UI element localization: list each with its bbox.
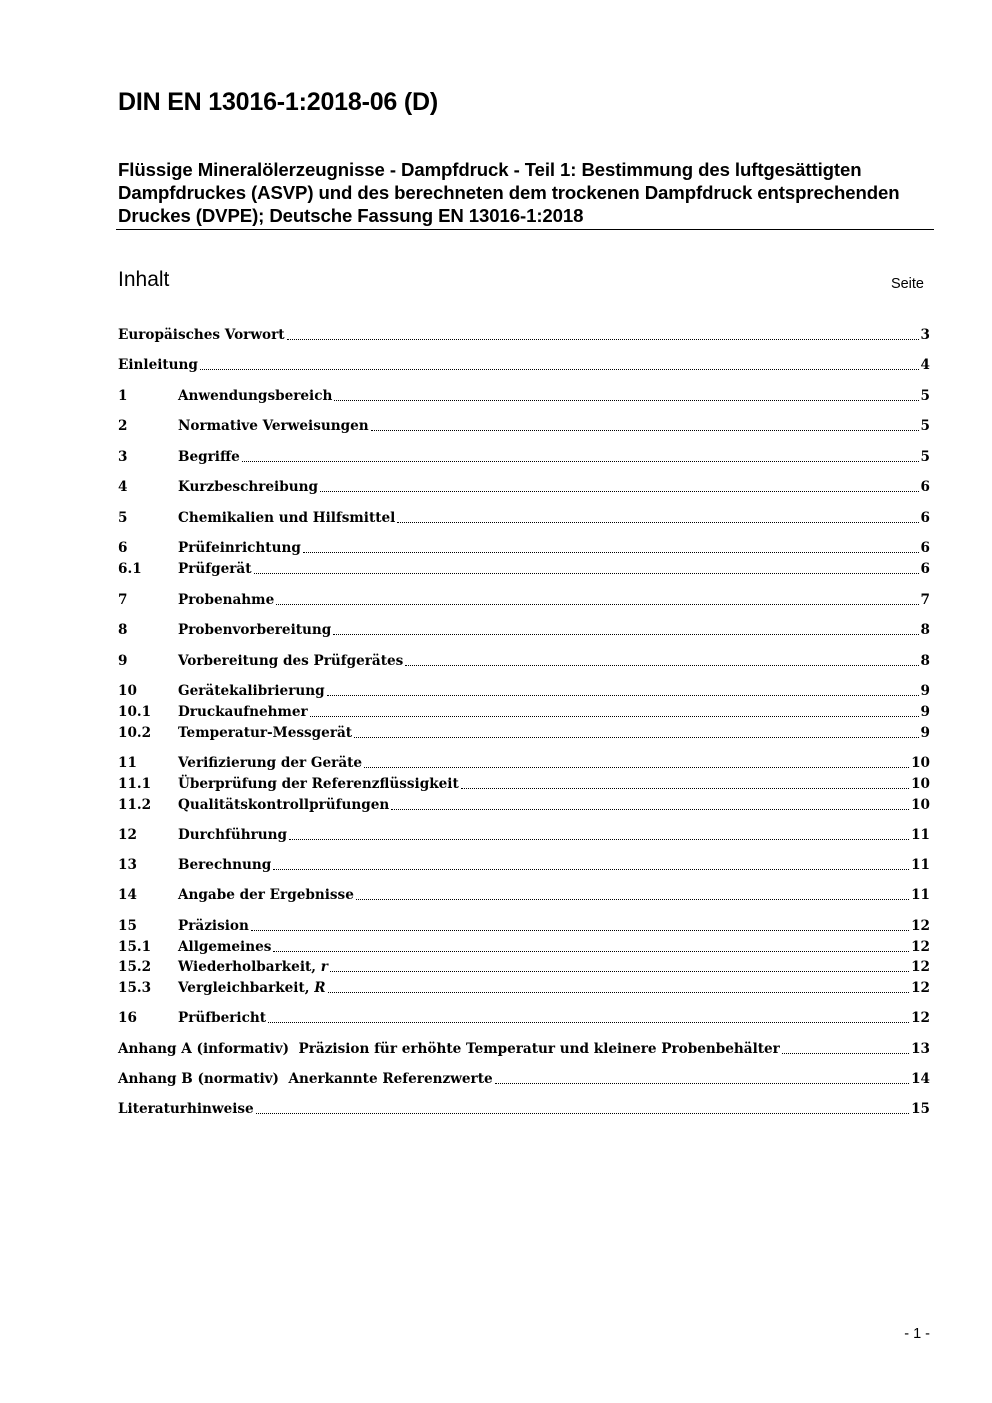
toc-entry-label bbox=[178, 590, 275, 610]
toc-entry[interactable] bbox=[118, 774, 930, 794]
toc-entry-page: 10 bbox=[911, 755, 930, 771]
toc-entry-variable: r bbox=[320, 959, 328, 975]
toc-entry-label bbox=[118, 1069, 494, 1089]
toc-entry-page: 6 bbox=[920, 561, 930, 577]
toc-entry-number: 16 bbox=[118, 1010, 137, 1026]
toc-entry[interactable] bbox=[118, 795, 930, 815]
toc-entry-number: 8 bbox=[118, 622, 128, 638]
toc-entry[interactable] bbox=[118, 386, 930, 406]
toc-entry[interactable] bbox=[118, 590, 930, 610]
toc-entry-number: 14 bbox=[118, 887, 137, 903]
toc-entry-label-text: Anhang A (informativ) Präzision für erhöhte Temperatur und kleinere Probenbehälter bbox=[118, 1041, 780, 1057]
toc-entry-page: 9 bbox=[920, 725, 930, 741]
toc-entry[interactable] bbox=[118, 651, 930, 671]
toc-entry-number: 11.1 bbox=[118, 776, 152, 792]
toc-entry-label-text: Einleitung bbox=[118, 357, 198, 373]
toc-entry-page: 11 bbox=[911, 827, 930, 843]
toc-dot-leader bbox=[251, 930, 909, 931]
toc-entry[interactable] bbox=[118, 355, 930, 375]
toc-dot-leader bbox=[254, 573, 919, 574]
toc-entry-label bbox=[178, 916, 250, 936]
toc-dot-leader bbox=[289, 839, 909, 840]
toc-entry-number: 15.1 bbox=[118, 939, 152, 955]
toc-entry-number: 10.1 bbox=[118, 704, 152, 720]
toc-entry-page: 13 bbox=[911, 1041, 930, 1057]
toc-entry-label-text: Druckaufnehmer bbox=[178, 704, 308, 720]
toc-entry-page: 9 bbox=[920, 683, 930, 699]
toc-dot-leader bbox=[330, 971, 909, 972]
toc-dot-leader bbox=[327, 695, 919, 696]
toc-dot-leader bbox=[303, 552, 919, 553]
toc-dot-leader bbox=[495, 1083, 909, 1084]
toc-entry-label bbox=[178, 885, 355, 905]
toc-entry-page: 7 bbox=[920, 592, 930, 608]
toc-entry-page: 11 bbox=[911, 857, 930, 873]
toc-entry-label-text: Anwendungsbereich bbox=[178, 388, 333, 404]
toc-entry-label bbox=[178, 477, 319, 497]
toc-dot-leader bbox=[364, 767, 909, 768]
toc-entry-page: 10 bbox=[911, 797, 930, 813]
toc-dot-leader bbox=[273, 951, 909, 952]
toc-entry-number: 12 bbox=[118, 827, 137, 843]
toc-entry-number: 10.2 bbox=[118, 725, 152, 741]
toc-entry-number: 2 bbox=[118, 418, 128, 434]
toc-entry-number: 15.3 bbox=[118, 980, 152, 996]
toc-dot-leader bbox=[333, 634, 918, 635]
toc-entry-number: 10 bbox=[118, 683, 137, 699]
toc-entry[interactable] bbox=[118, 723, 930, 743]
toc-entry-label bbox=[178, 774, 460, 794]
toc-entry-label bbox=[118, 325, 286, 345]
toc-entry[interactable] bbox=[118, 559, 930, 579]
toc-entry-label bbox=[118, 355, 199, 375]
toc-entry-label bbox=[178, 702, 309, 722]
toc-entry-label bbox=[178, 681, 326, 701]
toc-entry-page: 12 bbox=[911, 939, 930, 955]
toc-entry-label-text: Prüfgerät bbox=[178, 561, 252, 577]
toc-entry-page: 11 bbox=[911, 887, 930, 903]
toc-entry-number: 13 bbox=[118, 857, 137, 873]
toc-dot-leader bbox=[405, 665, 918, 666]
toc-entry-page: 15 bbox=[911, 1101, 930, 1117]
toc-entry-page: 9 bbox=[920, 704, 930, 720]
toc-heading: Inhalt bbox=[118, 268, 170, 291]
toc-entry-label-text: Begriffe bbox=[178, 449, 240, 465]
toc-entry-variable: R bbox=[314, 980, 326, 996]
toc-entry-label-text: Wiederholbarkeit, bbox=[178, 959, 321, 975]
toc-entry-number: 6.1 bbox=[118, 561, 142, 577]
toc-entry-label bbox=[178, 447, 241, 467]
toc-entry-label bbox=[178, 753, 363, 773]
toc-dot-leader bbox=[461, 788, 909, 789]
toc-entry[interactable] bbox=[118, 620, 930, 640]
toc-entry-label-text: Vergleichbarkeit, bbox=[178, 980, 315, 996]
toc-entry-page: 6 bbox=[920, 510, 930, 526]
toc-entry-label-text: Literaturhinweise bbox=[118, 1101, 254, 1117]
toc-entry-page: 4 bbox=[920, 357, 930, 373]
toc-dot-leader bbox=[371, 430, 919, 431]
document-title: DIN EN 13016-1:2018-06 (D) bbox=[118, 88, 438, 116]
toc-entry-label bbox=[178, 508, 396, 528]
toc-entry-label-text: Prüfeinrichtung bbox=[178, 540, 301, 556]
toc-entry-page: 5 bbox=[920, 388, 930, 404]
toc-entry[interactable] bbox=[118, 855, 930, 875]
toc-dot-leader bbox=[320, 491, 919, 492]
toc-entry-label bbox=[118, 1039, 781, 1059]
toc-entry-number: 1 bbox=[118, 388, 128, 404]
toc-dot-leader bbox=[268, 1022, 909, 1023]
toc-entry-label bbox=[178, 538, 302, 558]
toc-dot-leader bbox=[200, 369, 919, 370]
toc-entry-number: 11.2 bbox=[118, 797, 152, 813]
toc-entry[interactable] bbox=[118, 978, 930, 998]
toc-entry-page: 12 bbox=[911, 959, 930, 975]
toc-entry-label-text: Angabe der Ergebnisse bbox=[178, 887, 354, 903]
toc-entry[interactable] bbox=[118, 1008, 930, 1028]
toc-entry-label-text: Probenahme bbox=[178, 592, 275, 608]
toc-dot-leader bbox=[356, 899, 909, 900]
toc-entry-page: 12 bbox=[911, 1010, 930, 1026]
toc-entry-label bbox=[178, 620, 332, 640]
toc-entry[interactable] bbox=[118, 702, 930, 722]
toc-entry-label bbox=[178, 651, 404, 671]
toc-entry-label-text: Chemikalien und Hilfsmittel bbox=[178, 510, 396, 526]
toc-entry[interactable] bbox=[118, 753, 930, 773]
toc-entry-label bbox=[178, 723, 353, 743]
toc-entry-label-text: Gerätekalibrierung bbox=[178, 683, 325, 699]
toc-entry-page: 12 bbox=[911, 980, 930, 996]
toc-entry-label-text: Vorbereitung des Prüfgerätes bbox=[178, 653, 404, 669]
toc-entry-number: 15 bbox=[118, 918, 137, 934]
toc-entry[interactable] bbox=[118, 477, 930, 497]
toc-dot-leader bbox=[273, 869, 909, 870]
toc-entry-label bbox=[178, 855, 272, 875]
toc-entry-page: 6 bbox=[920, 479, 930, 495]
toc-entry[interactable] bbox=[118, 325, 930, 345]
toc-entry-number: 7 bbox=[118, 592, 128, 608]
toc-entry-label bbox=[178, 937, 272, 957]
toc-entry-label-text: Verifizierung der Geräte bbox=[178, 755, 363, 771]
toc-entry-label bbox=[178, 825, 288, 845]
page-column-heading: Seite bbox=[890, 276, 924, 292]
toc-dot-leader bbox=[328, 992, 910, 993]
toc-entry-label bbox=[178, 957, 329, 977]
table-of-contents bbox=[118, 0, 930, 1403]
toc-entry-page: 8 bbox=[920, 653, 930, 669]
toc-entry-label-text: Kurzbeschreibung bbox=[178, 479, 318, 495]
toc-entry-label-text: Präzision bbox=[178, 918, 249, 934]
toc-dot-leader bbox=[276, 604, 918, 605]
document-subtitle: Flüssige Mineralölerzeugnisse - Dampfdruck - Teil 1: Bestimmung des luftgesättigten Dampfdruckes (ASVP) und des berechneten dem trockenen Dampfdruck entsprechenden Druckes (DVPE); Deutsche Fassung EN 13016-1:2018 bbox=[118, 159, 900, 226]
toc-dot-leader bbox=[354, 737, 918, 738]
toc-entry[interactable] bbox=[118, 1069, 930, 1089]
toc-entry-page: 14 bbox=[911, 1071, 930, 1087]
toc-entry-label bbox=[178, 386, 333, 406]
toc-entry[interactable] bbox=[118, 937, 930, 957]
toc-entry-label bbox=[178, 978, 327, 998]
toc-entry-number: 6 bbox=[118, 540, 128, 556]
toc-entry-number: 11 bbox=[118, 755, 137, 771]
toc-entry[interactable] bbox=[118, 885, 930, 905]
toc-entry-label-text: Anhang B (normativ) Anerkannte Referenzwerte bbox=[118, 1071, 493, 1087]
toc-entry-label-text: Prüfbericht bbox=[178, 1010, 267, 1026]
toc-entry[interactable] bbox=[118, 825, 930, 845]
toc-entry-label bbox=[178, 795, 390, 815]
toc-entry-page: 12 bbox=[911, 918, 930, 934]
toc-entry[interactable] bbox=[118, 1039, 930, 1059]
toc-entry[interactable] bbox=[118, 1099, 930, 1119]
toc-entry-number: 5 bbox=[118, 510, 128, 526]
toc-entry-label-text: Qualitätskontrollprüfungen bbox=[178, 797, 390, 813]
page-number: - 1 - bbox=[904, 1326, 930, 1342]
toc-entry[interactable] bbox=[118, 681, 930, 701]
toc-entry-number: 9 bbox=[118, 653, 128, 669]
toc-dot-leader bbox=[334, 400, 918, 401]
toc-entry[interactable] bbox=[118, 508, 930, 528]
toc-entry[interactable] bbox=[118, 447, 930, 467]
toc-entry-number: 3 bbox=[118, 449, 128, 465]
toc-dot-leader bbox=[310, 716, 919, 717]
toc-dot-leader bbox=[287, 339, 919, 340]
toc-dot-leader bbox=[391, 809, 909, 810]
toc-entry-label bbox=[178, 416, 370, 436]
toc-entry-page: 10 bbox=[911, 776, 930, 792]
toc-entry-label bbox=[178, 1008, 267, 1028]
toc-entry-page: 5 bbox=[920, 418, 930, 434]
toc-entry-label-text: Allgemeines bbox=[178, 939, 272, 955]
toc-entry-number: 15.2 bbox=[118, 959, 152, 975]
toc-entry-page: 6 bbox=[920, 540, 930, 556]
toc-entry-label-text: Durchführung bbox=[178, 827, 288, 843]
toc-entry[interactable] bbox=[118, 538, 930, 558]
toc-entry-label-text: Überprüfung der Referenzflüssigkeit bbox=[178, 776, 459, 792]
toc-entry-label bbox=[118, 1099, 255, 1119]
toc-entry-label bbox=[178, 559, 253, 579]
toc-entry-page: 5 bbox=[920, 449, 930, 465]
toc-entry[interactable] bbox=[118, 916, 930, 936]
toc-entry-label-text: Europäisches Vorwort bbox=[118, 327, 285, 343]
toc-entry-page: 8 bbox=[920, 622, 930, 638]
toc-entry[interactable] bbox=[118, 416, 930, 436]
toc-entry-number: 4 bbox=[118, 479, 128, 495]
toc-dot-leader bbox=[256, 1113, 909, 1114]
toc-entry-label-text: Probenvorbereitung bbox=[178, 622, 332, 638]
toc-dot-leader bbox=[242, 461, 919, 462]
toc-dot-leader bbox=[397, 522, 918, 523]
toc-entry-label-text: Berechnung bbox=[178, 857, 272, 873]
toc-entry-label-text: Temperatur-Messgerät bbox=[178, 725, 353, 741]
toc-dot-leader bbox=[782, 1053, 909, 1054]
toc-entry-page: 3 bbox=[920, 327, 930, 343]
toc-entry[interactable] bbox=[118, 957, 930, 977]
toc-entry-label-text: Normative Verweisungen bbox=[178, 418, 369, 434]
